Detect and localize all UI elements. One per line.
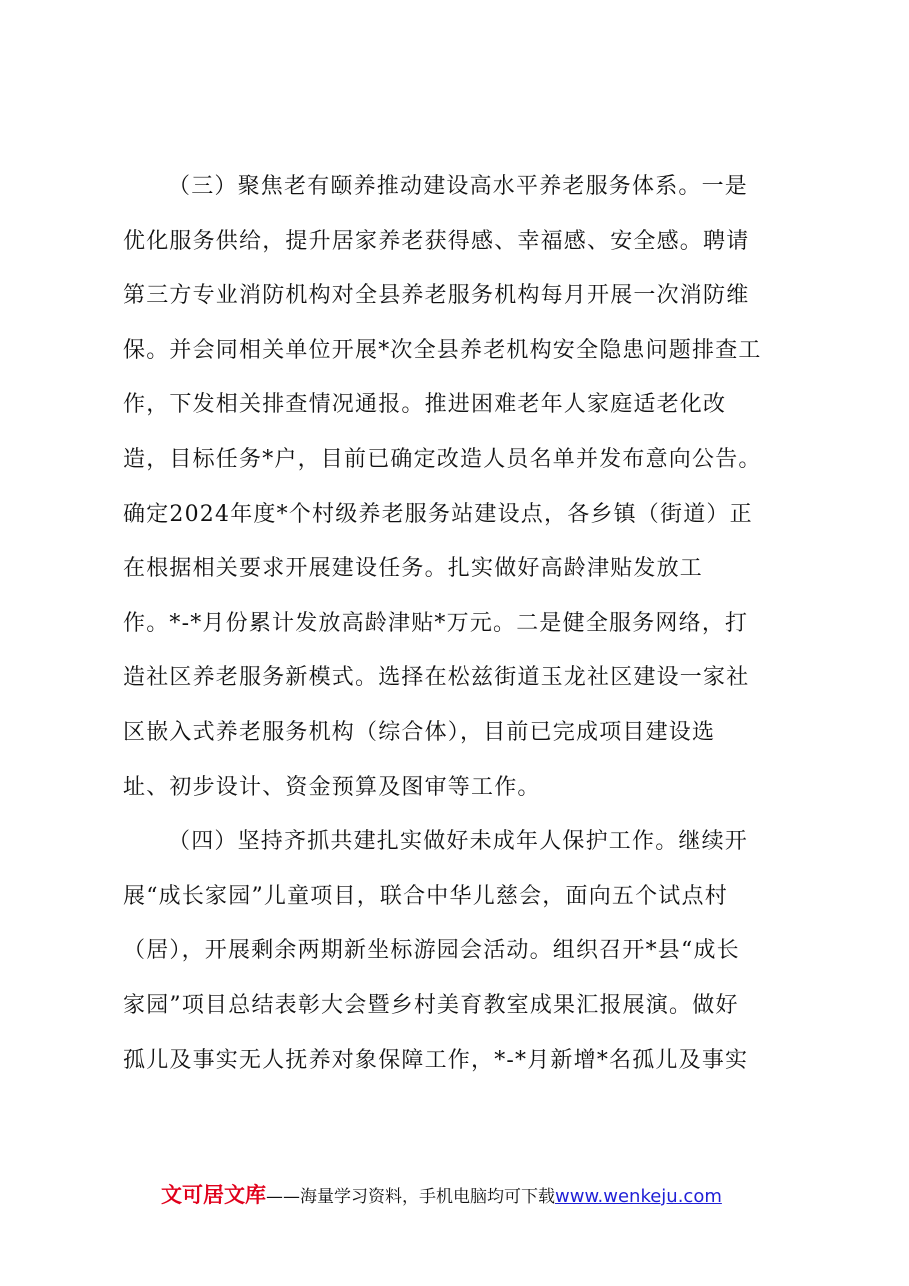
paragraph-3-line: 造社区养老服务新模式。选择在松兹街道玉龙社区建设一家社 xyxy=(123,665,750,691)
paragraph-3-line: （三）聚焦老有颐养推动建设高水平养老服务体系。一是 xyxy=(168,174,749,199)
paragraph-3-line: 确定2024年度*个村级养老服务站建设点，各乡镇（街道）正 xyxy=(123,501,753,527)
paragraph-4-line: （居），开展剩余两期新坐标游园会活动。组织召开*县“成长 xyxy=(123,938,740,964)
footer-tagline: ——海量学习资料，手机电脑均可下载 xyxy=(266,1187,555,1207)
paragraph-4-line: （四）坚持齐抓共建扎实做好未成年人保护工作。继续开 xyxy=(168,829,749,855)
footer-brand: 文可居文库 xyxy=(161,1183,266,1207)
paragraph-3-line: 第三方专业消防机构对全县养老服务机构每月开展一次消防维 xyxy=(123,283,750,309)
footer-url-link[interactable]: www.wenkeju.com xyxy=(555,1186,722,1207)
paragraph-3-line: 作，下发相关排查情况通报。推进困难老年人家庭适老化改 xyxy=(123,392,727,418)
paragraph-4-line: 孤儿及事实无人抚养对象保障工作，*-*月新增*名孤儿及事实 xyxy=(123,1047,749,1073)
paragraph-3-line: 在根据相关要求开展建设任务。扎实做好高龄津贴发放工 xyxy=(123,556,704,582)
paragraph-4-line: 展“成长家园”儿童项目，联合中华儿慈会，面向五个试点村 xyxy=(123,883,728,909)
paragraph-4-line: 家园”项目总结表彰大会暨乡村美育教室成果汇报展演。做好 xyxy=(123,992,739,1018)
paragraph-3-line: 优化服务供给，提升居家养老获得感、幸福感、安全感。聘请 xyxy=(123,228,750,254)
paragraph-3-line: 作。*-*月份累计发放高龄津贴*万元。二是健全服务网络，打 xyxy=(123,610,749,636)
footer-banner xyxy=(161,1180,861,1210)
document-body xyxy=(123,160,795,1088)
paragraph-3-line: 造，目标任务*户，目前已确定改造人员名单并发布意向公告。 xyxy=(123,446,762,472)
paragraph-3-line: 保。并会同相关单位开展*次全县养老机构安全隐患问题排查工 xyxy=(123,337,762,363)
paragraph-3-line: 区嵌入式养老服务机构（综合体），目前已完成项目建设选 xyxy=(123,719,716,745)
paragraph-3-line: 址、初步设计、资金预算及图审等工作。 xyxy=(123,774,541,800)
